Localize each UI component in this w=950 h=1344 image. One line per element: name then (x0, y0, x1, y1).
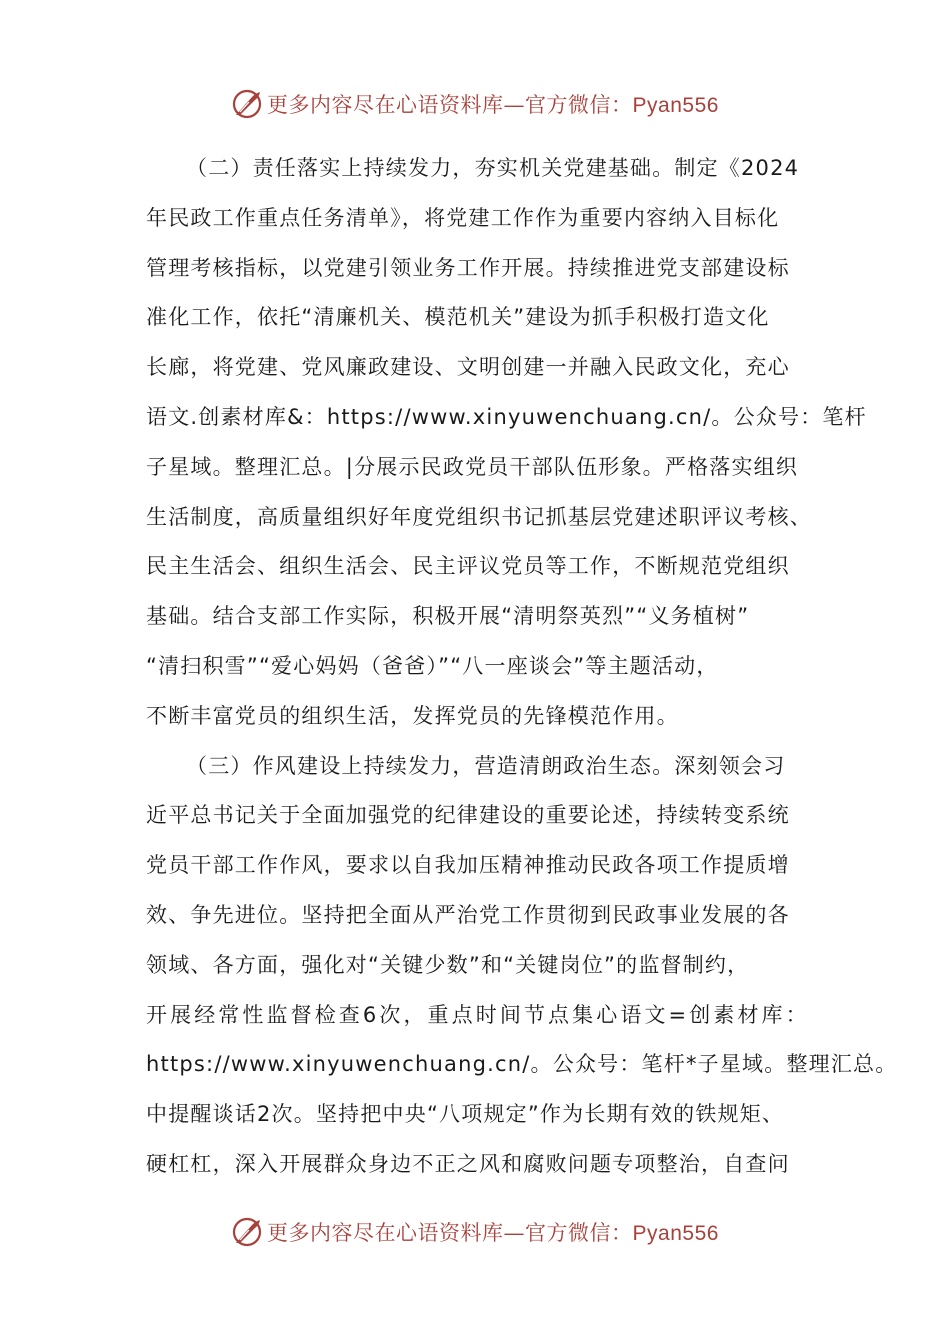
text-line: 生活制度，高质量组织好年度党组织书记抓基层党建述职评议考核、 (146, 504, 812, 529)
text-line: （三）作风建设上持续发力，营造清朗政治生态。深刻领会习 (186, 753, 786, 778)
text-line: 管理考核指标，以党建引领业务工作开展。持续推进党支部建设标 (146, 255, 790, 280)
text-line: 准化工作，依托“清廉机关、模范机关”建设为抓手积极打造文化 (146, 305, 770, 330)
quill-pen-logo-icon (231, 88, 263, 120)
text-line: 效、争先进位。坚持把全面从严治党工作贯彻到民政事业发展的各 (146, 902, 790, 927)
text-line: 基础。结合支部工作实际，积极开展“清明祭英烈”“义务植树” (146, 604, 750, 629)
document-body (146, 144, 898, 1190)
quill-pen-logo-icon (231, 1216, 263, 1248)
watermark-text (267, 89, 719, 119)
text-line: 语文.创素材库&：https://www.xinyuwenchuang.cn/。公众号：笔杆 (146, 404, 867, 429)
watermark-header (0, 84, 950, 124)
text-line: 不断丰富党员的组织生活，发挥党员的先锋模范作用。 (146, 703, 679, 728)
text-line: 党员干部工作作风，要求以自我加压精神推动民政各项工作提质增 (146, 853, 790, 878)
text-line: 开展经常性监督检查6次，重点时间节点集心语文=创素材库： (146, 1002, 810, 1027)
watermark-label: 更多内容尽在心语资料库—官方微信： (267, 1221, 633, 1245)
text-line: https://www.xinyuwenchuang.cn/。公众号：笔杆*子星域。整理汇总。 (146, 1052, 898, 1077)
text-line: 年民政工作重点任务清单》，将党建工作作为重要内容纳入目标化 (146, 205, 780, 230)
text-line: 硬杠杠，深入开展群众身边不正之风和腐败问题专项整治，自查问 (146, 1151, 790, 1176)
watermark-footer (0, 1212, 950, 1252)
text-line: 中提醒谈话2次。坚持把中央“八项规定”作为长期有效的铁规矩、 (146, 1102, 785, 1127)
watermark-label: 更多内容尽在心语资料库—官方微信： (267, 93, 633, 117)
text-line: （二）责任落实上持续发力，夯实机关党建基础。制定《2024 (186, 156, 800, 180)
text-line: “清扫积雪”“爱心妈妈（爸爸）”“八一座谈会”等主题活动， (146, 653, 719, 678)
text-line: 民主生活会、组织生活会、民主评议党员等工作，不断规范党组织 (146, 554, 790, 579)
watermark-text (267, 1217, 719, 1247)
watermark-wechat-id: Pyan556 (632, 94, 719, 117)
text-line: 近平总书记关于全面加强党的纪律建设的重要论述，持续转变系统 (146, 803, 790, 828)
watermark-wechat-id: Pyan556 (632, 1222, 719, 1245)
text-line: 长廊，将党建、党风廉政建设、文明创建一并融入民政文化，充心 (146, 355, 790, 380)
text-line: 子星域。整理汇总。|分展示民政党员干部队伍形象。严格落实组织 (146, 454, 799, 479)
text-line: 领域、各方面，强化对“关键少数”和“关键岗位”的监督制约， (146, 952, 750, 977)
